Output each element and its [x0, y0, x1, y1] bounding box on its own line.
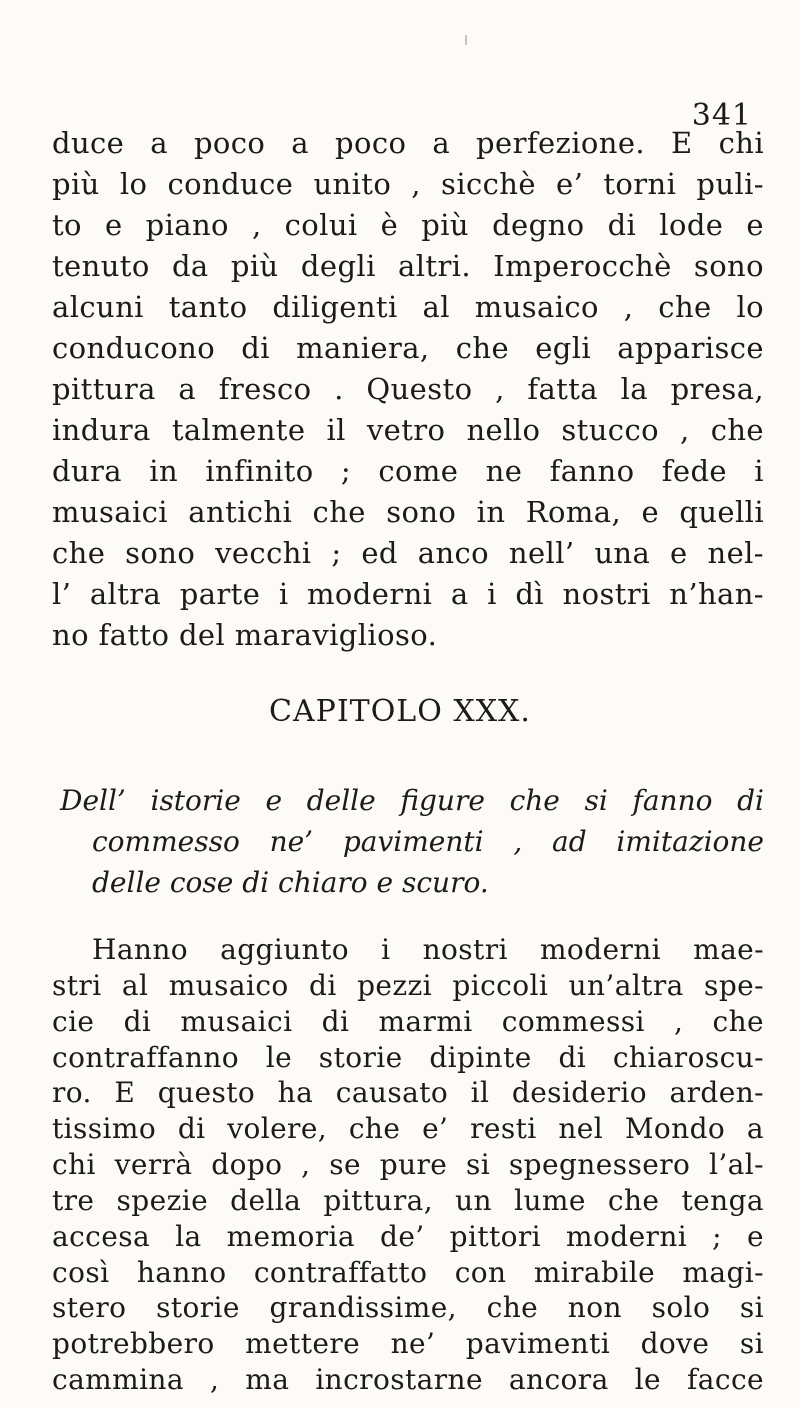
paragraph-2-line: Hanno aggiunto i nostri moderni mae- — [92, 933, 764, 966]
paragraph-1-line: musaici antichi che sono in Roma, e quelli — [52, 495, 764, 529]
paragraph-1-line: no fatto del maraviglioso. — [52, 618, 438, 652]
paragraph-1-line: dura in infinito ; come ne fanno fede i — [52, 454, 764, 488]
paragraph-2-line: cammina , ma incrostarne ancora le facce — [52, 1363, 764, 1396]
paragraph-1-line: duce a poco a poco a perfezione. E chi — [52, 126, 764, 160]
paragraph-2-line: cie di musaici di marmi commessi , che — [52, 1005, 764, 1038]
paragraph-1-line: conducono di maniera, che egli apparisce — [52, 331, 764, 365]
chapter-subtitle-line: delle cose di chiaro e scuro. — [92, 866, 489, 899]
paragraph-2-line: contraffanno le storie dipinte di chiaroscu- — [52, 1041, 764, 1074]
paragraph-1-line: più lo conduce unito , sicchè e’ torni puli- — [52, 167, 764, 201]
paragraph-1-line: l’ altra parte i moderni a i dì nostri n’han- — [52, 577, 764, 611]
print-mark — [465, 35, 467, 45]
paragraph-1-line: alcuni tanto diligenti al musaico , che lo — [52, 290, 764, 324]
page-number: 341 — [691, 98, 752, 133]
paragraph-2-line: chi verrà dopo , se pure si spegnessero l’al- — [52, 1148, 764, 1181]
paragraph-2-line: tissimo di volere, che e’ resti nel Mondo a — [52, 1112, 764, 1145]
paragraph-2-line: ro. E questo ha causato il desiderio arden- — [52, 1076, 764, 1109]
paragraph-2-line: potrebbero mettere ne’ pavimenti dove si — [52, 1327, 764, 1360]
paragraph-1-line: indura talmente il vetro nello stucco , che — [52, 413, 764, 447]
paragraph-2-line: tre spezie della pittura, un lume che tenga — [52, 1184, 764, 1217]
paragraph-1-line: che sono vecchi ; ed anco nell’ una e nel- — [52, 536, 764, 570]
paragraph-2-line: stri al musaico di pezzi piccoli un’altra spe- — [52, 969, 764, 1002]
chapter-subtitle-line: Dell’ istorie e delle figure che si fanno di — [60, 784, 764, 817]
chapter-title: CAPITOLO XXX. — [269, 694, 531, 729]
paragraph-1-line: tenuto da più degli altri. Imperocchè sono — [52, 249, 764, 283]
paragraph-2-line: stero storie grandissime, che non solo si — [52, 1291, 764, 1324]
paragraph-2-line: così hanno contraffatto con mirabile magi- — [52, 1256, 764, 1289]
paragraph-1-line: pittura a fresco . Questo , fatta la presa, — [52, 372, 764, 406]
paragraph-2-line: accesa la memoria de’ pittori moderni ; e — [52, 1220, 764, 1253]
chapter-subtitle-line: commesso ne’ pavimenti , ad imitazione — [92, 825, 764, 858]
paragraph-1-line: to e piano , colui è più degno di lode e — [52, 208, 764, 242]
